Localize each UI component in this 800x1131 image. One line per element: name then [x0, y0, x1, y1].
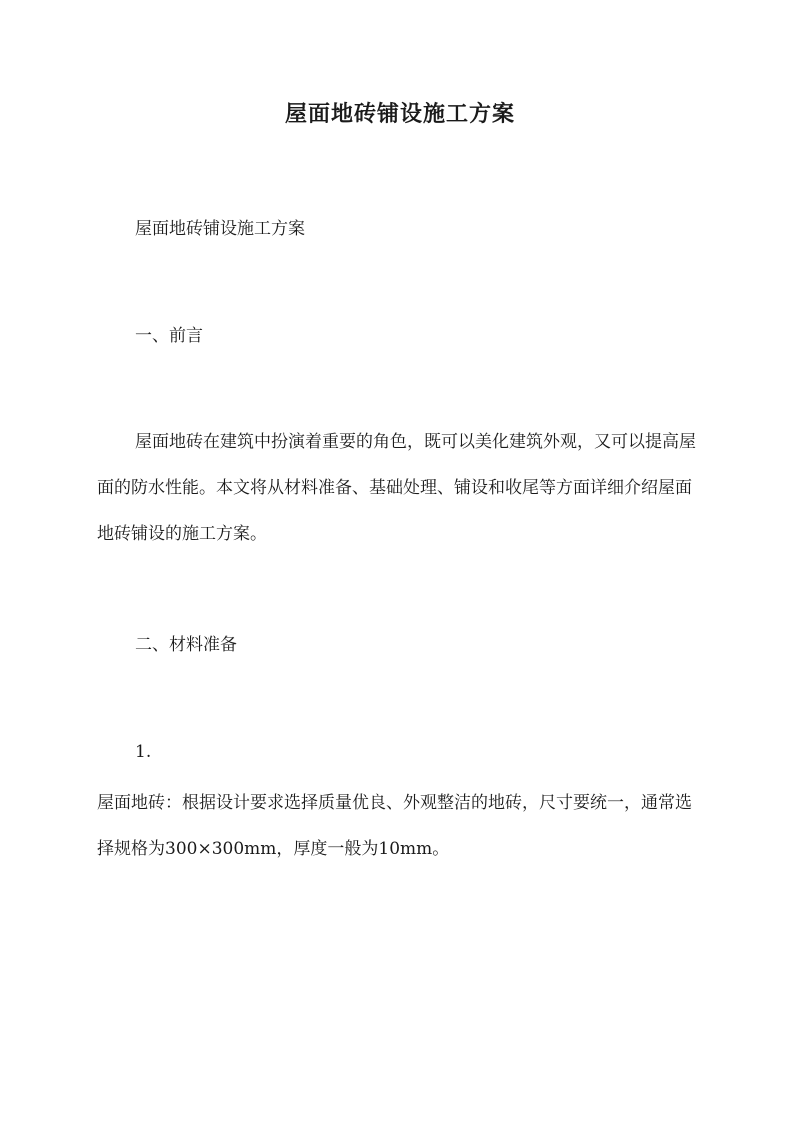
preface-paragraph: 屋面地砖在建筑中扮演着重要的角色，既可以美化建筑外观，又可以提高屋面的防水性能。本文将从材料准备、基础处理、铺设和收尾等方面详细介绍屋面地砖铺设的施工方案。 [97, 432, 696, 544]
section-heading-preface: 一、前言 [135, 326, 203, 346]
section-heading-materials: 二、材料准备 [135, 635, 237, 655]
list-item-number: 1. [135, 742, 152, 762]
list-item-text: 屋面地砖：根据设计要求选择质量优良、外观整洁的地砖，尺寸要统一，通常选择规格为300×300mm，厚度一般为10mm。 [97, 793, 692, 859]
document-title: 屋面地砖铺设施工方案 [284, 101, 515, 127]
document-subtitle: 屋面地砖铺设施工方案 [135, 219, 305, 239]
